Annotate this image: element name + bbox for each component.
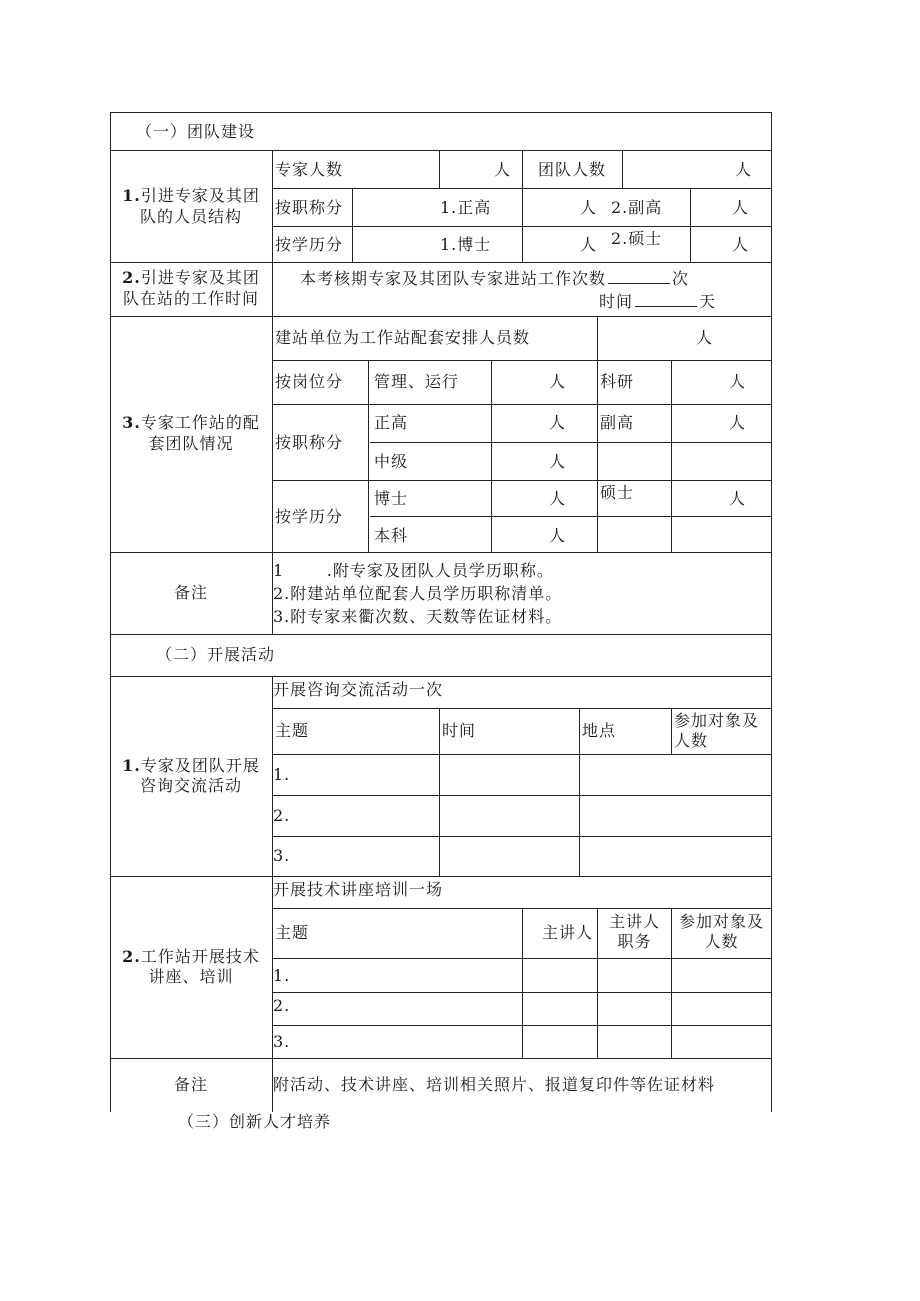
senior-unit: 人: [580, 198, 598, 217]
senior-label: 1.正高: [440, 198, 492, 217]
expert-count-unit: 人: [494, 160, 512, 179]
work-times-line: 本考核期专家及其团队专家进站工作次数 次: [300, 269, 690, 288]
mid-label: 中级: [374, 452, 409, 471]
by-title2-label: 按职称分: [275, 433, 344, 452]
row2-label-line2: 队在站的工作时间: [122, 289, 259, 308]
remark-text-2: 附活动、技术讲座、培训相关照片、报道复印件等佐证材料: [273, 1075, 716, 1094]
lecture-row-3: 3.: [273, 1032, 291, 1051]
master2-unit: 人: [729, 489, 747, 508]
vice-senior-unit: 人: [732, 198, 750, 217]
row1-label-line2: 队的人员结构: [139, 207, 242, 226]
row3-label-line1: 3.专家工作站的配: [122, 413, 260, 432]
remark-line-3: 3.附专家来衢次数、天数等佐证材料。: [273, 607, 563, 626]
consult-label-line1: 1.专家及团队开展: [122, 756, 260, 775]
consult-col-topic: 主题: [275, 721, 310, 740]
remark-label-2: 备注: [173, 1075, 208, 1094]
vice-senior2-label: 副高: [600, 413, 635, 432]
remark-line-2: 2.附建站单位配套人员学历职称清单。: [273, 584, 563, 603]
master2-label: 硕士: [600, 483, 635, 502]
senior2-label: 正高: [374, 413, 409, 432]
section-title-innovation: （三）创新人才培养: [178, 1112, 332, 1131]
support-count-label: 建站单位为工作站配套安排人员数: [275, 328, 531, 347]
work-days-line: 时间 天: [599, 292, 717, 311]
consult-col-participants-1: 参加对象及: [674, 711, 760, 730]
consult-col-place: 地点: [582, 721, 617, 740]
lecture-row-2: 2.: [273, 996, 291, 1015]
lecture-col-topic: 主题: [275, 923, 310, 942]
mgmt-unit: 人: [549, 372, 567, 391]
doctor2-label: 博士: [374, 489, 409, 508]
remark-line-1: 1 .附专家及团队人员学历职称。: [273, 561, 554, 580]
consult-row-1: 1.: [273, 765, 291, 784]
mid-unit: 人: [549, 452, 567, 471]
lecture-col-speaker-title-1: 主讲人: [608, 912, 660, 931]
lecture-label-line1: 2.工作站开展技术: [122, 947, 260, 966]
consult-row-2: 2.: [273, 806, 291, 825]
research-unit: 人: [729, 372, 747, 391]
section-title-activities: （二）开展活动: [156, 645, 276, 664]
consult-col-time: 时间: [442, 721, 477, 740]
master-label: 2.硕士: [611, 229, 663, 248]
master-unit: 人: [732, 235, 750, 254]
doctor-label: 1.博士: [440, 235, 492, 254]
support-count-unit: 人: [696, 328, 714, 347]
vice-senior-label: 2.副高: [611, 198, 663, 217]
lecture-title: 开展技术讲座培训一场: [273, 880, 444, 899]
expert-count-label: 专家人数: [275, 160, 344, 179]
days-blank[interactable]: [635, 290, 697, 307]
consult-title: 开展咨询交流活动一次: [273, 680, 444, 699]
lecture-col-speaker: 主讲人: [542, 923, 594, 942]
bachelor-label: 本科: [374, 526, 409, 545]
by-edu-label: 按学历分: [275, 235, 344, 254]
vice-senior2-unit: 人: [729, 413, 747, 432]
section-title-team: （一）团队建设: [136, 122, 256, 141]
bachelor-unit: 人: [549, 526, 567, 545]
row1-label-line1: 1.引进专家及其团: [122, 186, 260, 205]
lecture-label-line2: 讲座、培训: [148, 967, 234, 986]
team-count-label: 团队人数: [538, 160, 607, 179]
lecture-row-1: 1.: [273, 966, 291, 985]
by-edu2-label: 按学历分: [275, 507, 344, 526]
row2-label-line1: 2.引进专家及其团: [122, 268, 260, 287]
mgmt-label: 管理、运行: [374, 372, 460, 391]
consult-col-participants-2: 人数: [674, 731, 709, 750]
doctor-unit: 人: [580, 235, 598, 254]
lecture-col-speaker-title-2: 职务: [617, 932, 652, 951]
consult-row-3: 3.: [273, 846, 291, 865]
times-blank[interactable]: [608, 267, 670, 284]
by-post-label: 按岗位分: [275, 372, 344, 391]
row3-label-line2: 套团队情况: [148, 434, 234, 453]
doctor2-unit: 人: [549, 489, 567, 508]
remark-label-1: 备注: [173, 583, 208, 602]
lecture-col-participants-2: 人数: [704, 932, 739, 951]
research-label: 科研: [600, 372, 635, 391]
consult-label-line2: 咨询交流活动: [139, 776, 242, 795]
lecture-col-participants-1: 参加对象及: [678, 912, 764, 931]
team-count-unit: 人: [735, 160, 753, 179]
senior2-unit: 人: [549, 413, 567, 432]
by-title-label: 按职称分: [275, 198, 344, 217]
